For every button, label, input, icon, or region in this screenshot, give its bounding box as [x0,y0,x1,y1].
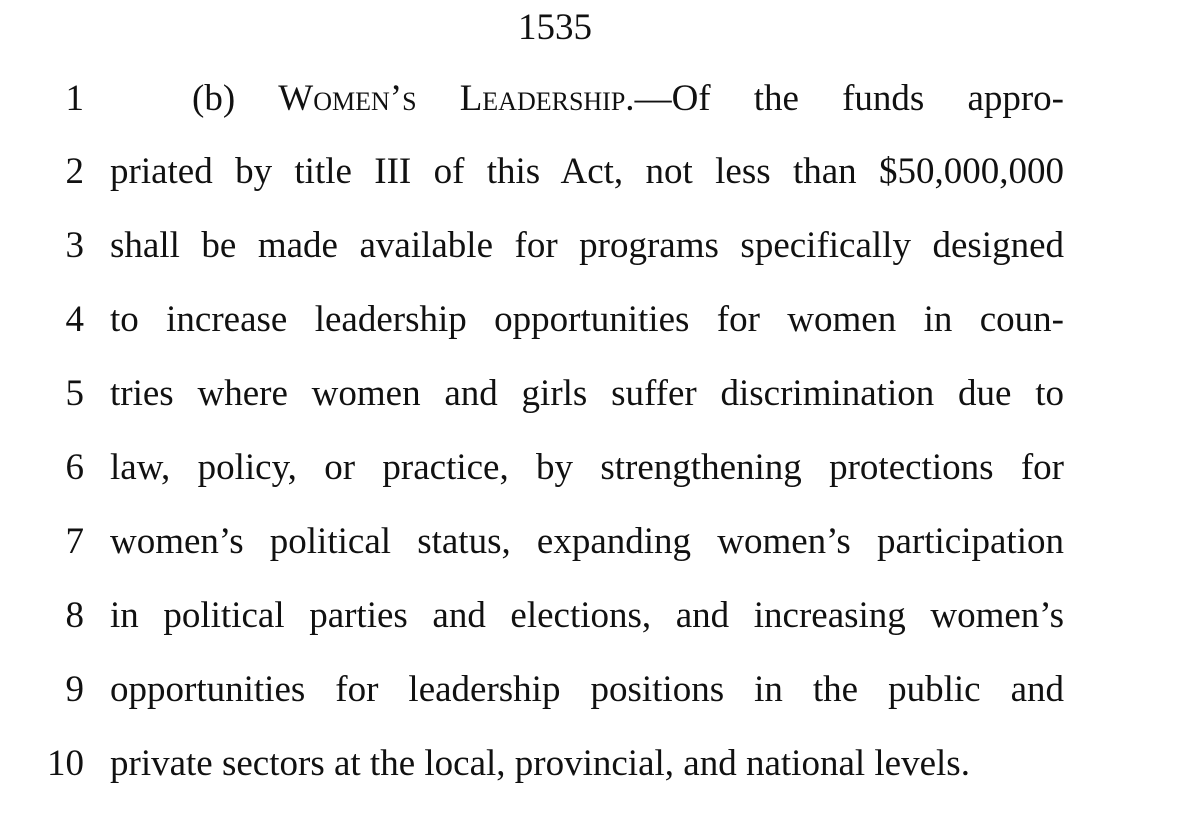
em-dash: — [634,78,672,119]
line-text [192,74,1064,124]
text-line [0,74,1200,124]
section-label: (b) [192,78,236,119]
section-first-text: Of the funds appro- [671,78,1064,119]
line-number: 4 [65,299,84,340]
line-number: 9 [65,669,84,710]
text-line [0,739,1200,789]
section-heading: Women’s Leadership. [278,78,635,119]
line-number: 6 [65,447,84,488]
line-text: women’s political status, expanding women’s participation [110,521,1064,562]
text-line [0,295,1200,345]
line-number: 3 [65,225,84,266]
line-text: in political parties and elections, and increasing women’s [110,595,1064,636]
line-number: 7 [65,521,84,562]
line-number: 5 [65,373,84,414]
text-line [0,147,1200,197]
line-text: shall be made available for programs specifically designed [110,225,1064,266]
line-text: tries where women and girls suffer discrimination due to [110,373,1064,414]
line-text: private sectors at the local, provincial, and national levels. [110,743,970,784]
text-line [0,443,1200,493]
line-text: opportunities for leadership positions in the public and [110,669,1064,710]
line-text: law, policy, or practice, by strengthening protections for [110,447,1064,488]
line-text: to increase leadership opportunities for women in coun- [110,299,1064,340]
line-text: priated by title III of this Act, not less than $50,000,000 [110,151,1064,192]
page-number: 1535 [518,7,592,48]
text-line [0,665,1200,715]
text-line [0,221,1200,271]
line-number: 2 [65,151,84,192]
line-number: 1 [65,78,84,119]
line-number: 10 [47,743,84,784]
line-number: 8 [65,595,84,636]
text-line [0,591,1200,641]
text-line [0,369,1200,419]
text-line [0,517,1200,567]
